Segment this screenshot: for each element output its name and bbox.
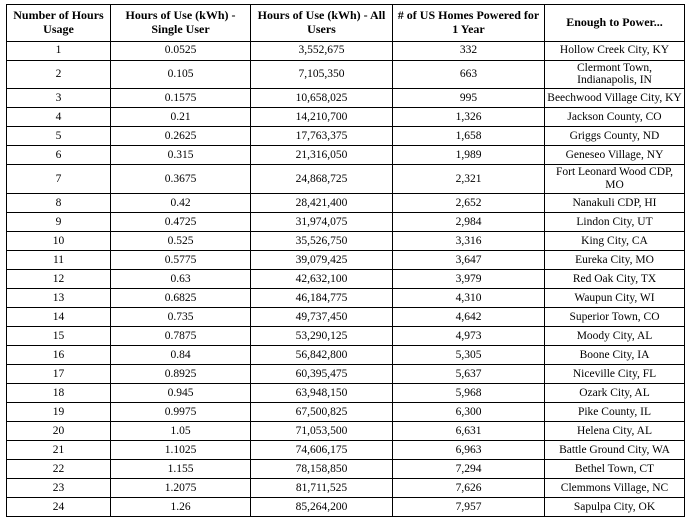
cell-hours-usage: 22 [7,460,111,479]
cell-hours-usage: 18 [7,384,111,403]
cell-hours-usage: 7 [7,165,111,194]
cell-enough-to-power: Eureka City, MO [545,251,685,270]
cell-kwh-all-users: 21,316,050 [251,146,393,165]
cell-hours-usage: 11 [7,251,111,270]
cell-enough-to-power: Clermont Town, Indianapolis, IN [545,60,685,89]
cell-enough-to-power: Jackson County, CO [545,108,685,127]
table-row [7,422,685,441]
cell-hours-usage: 10 [7,232,111,251]
table-row [7,327,685,346]
cell-hours-usage: 6 [7,146,111,165]
table-row [7,251,685,270]
cell-kwh-single-user: 0.6825 [111,289,251,308]
cell-kwh-single-user: 1.1025 [111,441,251,460]
cell-us-homes-powered: 4,642 [393,308,545,327]
column-header-us-homes-powered: # of US Homes Powered for 1 Year [393,5,545,42]
cell-enough-to-power: Pike County, IL [545,403,685,422]
cell-us-homes-powered: 2,321 [393,165,545,194]
cell-enough-to-power: Griggs County, ND [545,127,685,146]
cell-kwh-single-user: 0.1575 [111,89,251,108]
table-row [7,165,685,194]
cell-kwh-single-user: 0.525 [111,232,251,251]
table-row [7,270,685,289]
cell-us-homes-powered: 5,637 [393,365,545,384]
cell-us-homes-powered: 332 [393,41,545,60]
cell-us-homes-powered: 2,984 [393,213,545,232]
cell-kwh-all-users: 56,842,800 [251,346,393,365]
cell-kwh-all-users: 74,606,175 [251,441,393,460]
cell-enough-to-power: Fort Leonard Wood CDP, MO [545,165,685,194]
cell-us-homes-powered: 3,316 [393,232,545,251]
table-row [7,384,685,403]
cell-us-homes-powered: 7,626 [393,479,545,498]
table-row [7,365,685,384]
cell-hours-usage: 3 [7,89,111,108]
table-row [7,460,685,479]
cell-hours-usage: 14 [7,308,111,327]
cell-us-homes-powered: 1,658 [393,127,545,146]
table-row [7,60,685,89]
cell-kwh-all-users: 35,526,750 [251,232,393,251]
cell-kwh-single-user: 0.63 [111,270,251,289]
table-header [7,5,685,42]
table-row [7,346,685,365]
table-row [7,194,685,213]
energy-usage-table [6,4,685,517]
cell-us-homes-powered: 3,979 [393,270,545,289]
table-row [7,127,685,146]
cell-kwh-all-users: 85,264,200 [251,498,393,517]
cell-kwh-single-user: 0.9975 [111,403,251,422]
cell-kwh-all-users: 71,053,500 [251,422,393,441]
cell-kwh-single-user: 1.05 [111,422,251,441]
cell-kwh-all-users: 31,974,075 [251,213,393,232]
cell-enough-to-power: Sapulpa City, OK [545,498,685,517]
cell-kwh-single-user: 0.21 [111,108,251,127]
cell-kwh-single-user: 0.7875 [111,327,251,346]
cell-kwh-all-users: 24,868,725 [251,165,393,194]
cell-kwh-single-user: 0.315 [111,146,251,165]
cell-kwh-single-user: 0.8925 [111,365,251,384]
cell-us-homes-powered: 7,294 [393,460,545,479]
cell-us-homes-powered: 6,300 [393,403,545,422]
cell-hours-usage: 1 [7,41,111,60]
cell-us-homes-powered: 7,957 [393,498,545,517]
cell-enough-to-power: Ozark City, AL [545,384,685,403]
cell-kwh-all-users: 81,711,525 [251,479,393,498]
column-header-kwh-all-users: Hours of Use (kWh) - All Users [251,5,393,42]
cell-hours-usage: 4 [7,108,111,127]
cell-kwh-all-users: 67,500,825 [251,403,393,422]
table-row [7,498,685,517]
cell-hours-usage: 9 [7,213,111,232]
cell-kwh-single-user: 1.26 [111,498,251,517]
column-header-kwh-single-user: Hours of Use (kWh) - Single User [111,5,251,42]
cell-enough-to-power: Hollow Creek City, KY [545,41,685,60]
cell-enough-to-power: Geneseo Village, NY [545,146,685,165]
cell-kwh-all-users: 63,948,150 [251,384,393,403]
column-header-enough-to-power: Enough to Power... [545,5,685,42]
cell-hours-usage: 21 [7,441,111,460]
table-row [7,89,685,108]
cell-us-homes-powered: 995 [393,89,545,108]
table-row [7,441,685,460]
cell-us-homes-powered: 6,631 [393,422,545,441]
cell-kwh-single-user: 0.0525 [111,41,251,60]
cell-enough-to-power: Niceville City, FL [545,365,685,384]
cell-hours-usage: 23 [7,479,111,498]
cell-kwh-single-user: 1.155 [111,460,251,479]
cell-kwh-all-users: 39,079,425 [251,251,393,270]
cell-hours-usage: 19 [7,403,111,422]
table-body [7,41,685,517]
cell-kwh-all-users: 10,658,025 [251,89,393,108]
table-row [7,308,685,327]
cell-kwh-all-users: 17,763,375 [251,127,393,146]
cell-hours-usage: 17 [7,365,111,384]
cell-hours-usage: 20 [7,422,111,441]
column-header-hours-usage: Number of Hours Usage [7,5,111,42]
cell-hours-usage: 15 [7,327,111,346]
cell-kwh-all-users: 3,552,675 [251,41,393,60]
cell-enough-to-power: Nanakuli CDP, HI [545,194,685,213]
table-header-row [7,5,685,42]
cell-us-homes-powered: 4,310 [393,289,545,308]
cell-kwh-all-users: 53,290,125 [251,327,393,346]
cell-enough-to-power: Moody City, AL [545,327,685,346]
table-row [7,403,685,422]
cell-kwh-single-user: 0.5775 [111,251,251,270]
cell-enough-to-power: King City, CA [545,232,685,251]
cell-hours-usage: 16 [7,346,111,365]
cell-us-homes-powered: 663 [393,60,545,89]
table-row [7,232,685,251]
cell-kwh-all-users: 46,184,775 [251,289,393,308]
cell-kwh-single-user: 0.4725 [111,213,251,232]
cell-hours-usage: 8 [7,194,111,213]
cell-hours-usage: 2 [7,60,111,89]
cell-enough-to-power: Superior Town, CO [545,308,685,327]
cell-enough-to-power: Lindon City, UT [545,213,685,232]
cell-us-homes-powered: 5,968 [393,384,545,403]
cell-hours-usage: 24 [7,498,111,517]
cell-kwh-all-users: 49,737,450 [251,308,393,327]
cell-enough-to-power: Beechwood Village City, KY [545,89,685,108]
cell-hours-usage: 5 [7,127,111,146]
cell-kwh-all-users: 7,105,350 [251,60,393,89]
cell-kwh-all-users: 42,632,100 [251,270,393,289]
cell-kwh-single-user: 0.42 [111,194,251,213]
table-row [7,479,685,498]
cell-us-homes-powered: 1,326 [393,108,545,127]
cell-enough-to-power: Bethel Town, CT [545,460,685,479]
cell-us-homes-powered: 3,647 [393,251,545,270]
cell-kwh-single-user: 0.105 [111,60,251,89]
cell-hours-usage: 13 [7,289,111,308]
cell-kwh-single-user: 0.735 [111,308,251,327]
cell-us-homes-powered: 6,963 [393,441,545,460]
table-row [7,146,685,165]
cell-enough-to-power: Boone City, IA [545,346,685,365]
cell-us-homes-powered: 1,989 [393,146,545,165]
cell-kwh-single-user: 1.2075 [111,479,251,498]
cell-kwh-single-user: 0.3675 [111,165,251,194]
cell-us-homes-powered: 5,305 [393,346,545,365]
cell-kwh-all-users: 28,421,400 [251,194,393,213]
cell-kwh-single-user: 0.84 [111,346,251,365]
cell-enough-to-power: Helena City, AL [545,422,685,441]
cell-kwh-single-user: 0.945 [111,384,251,403]
table-row [7,289,685,308]
cell-enough-to-power: Clemmons Village, NC [545,479,685,498]
cell-hours-usage: 12 [7,270,111,289]
cell-enough-to-power: Red Oak City, TX [545,270,685,289]
cell-us-homes-powered: 4,973 [393,327,545,346]
cell-us-homes-powered: 2,652 [393,194,545,213]
cell-kwh-single-user: 0.2625 [111,127,251,146]
table-row [7,213,685,232]
cell-kwh-all-users: 14,210,700 [251,108,393,127]
table-row [7,41,685,60]
cell-kwh-all-users: 78,158,850 [251,460,393,479]
cell-enough-to-power: Battle Ground City, WA [545,441,685,460]
table-row [7,108,685,127]
cell-enough-to-power: Waupun City, WI [545,289,685,308]
cell-kwh-all-users: 60,395,475 [251,365,393,384]
